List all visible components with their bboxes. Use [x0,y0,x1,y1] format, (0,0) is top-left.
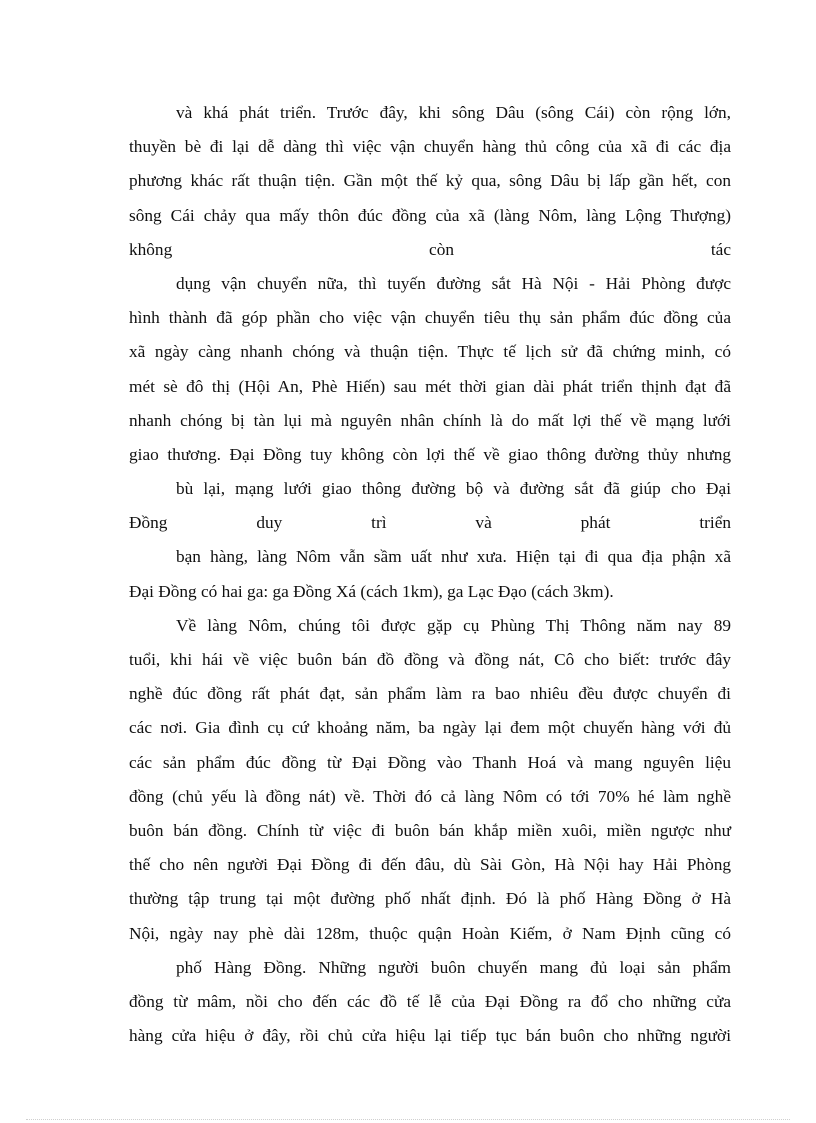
text-line: hình thành đã góp phần cho việc vận chuyển tiêu thụ sản phẩm đúc đồng của [129,308,731,328]
text-line: phố Hàng Đồng. Những người buôn chuyến mang đủ loại sản phẩm [176,957,731,977]
text-line: thường tập trung tại một đường phố nhất định. Đó là phố Hàng Đồng ở Hà [129,889,731,909]
text-line: giao thương. Đại Đồng tuy không còn lợi thế về giao thông đường thủy nhưng [129,444,731,464]
text-line: tuổi, khi hái về việc buôn bán đồ đồng và đồng nát, Cô cho biết: trước đây [129,650,731,669]
text-line: xã ngày càng nhanh chóng và thuận tiện. Thực tế lịch sử đã chứng minh, có [129,342,731,362]
body-text [129,96,731,1053]
text-line: không còn tác [129,239,731,259]
text-line: bù lại, mạng lưới giao thông đường bộ và đường sắt đã giúp cho Đại [176,479,731,499]
text-line: đồng từ mâm, nồi cho đến các đồ tế lễ của Đại Đồng ra đổ cho những cửa [129,991,731,1011]
text-line: mét sè đô thị (Hội An, Phè Hiến) sau mét thời gian dài phát triển thịnh đạt đã [129,376,731,396]
text-line: đồng (chủ yếu là đồng nát) về. Thời đó cả làng Nôm có tới 70% hé làm nghề [129,786,731,806]
text-line: hàng cửa hiệu ở đây, rồi chủ cửa hiệu lại tiếp tục bán buôn cho những người [129,1026,731,1046]
text-line: thế cho nên người Đại Đồng đi đến đâu, dù Sài Gòn, Hà Nội hay Hải Phòng [129,855,731,875]
text-line: bạn hàng, làng Nôm vẫn sầm uất như xưa. Hiện tại đi qua địa phận xã [176,547,731,567]
text-line: Về làng Nôm, chúng tôi được gặp cụ Phùng Thị Thông năm nay 89 [176,615,731,635]
text-line: và khá phát triển. Trước đây, khi sông Dâu (sông Cái) còn rộng lớn, [176,103,731,122]
text-line: Đồng duy trì và phát triển [129,513,731,533]
text-line: nhanh chóng bị tàn lụi mà nguyên nhân chính là do mất lợi thế về mạng lưới [129,410,731,430]
text-line: dụng vận chuyển nữa, thì tuyến đường sắt Hà Nội - Hải Phòng được [176,273,731,293]
text-line: phương khác rất thuận tiện. Gần một thế kỷ qua, sông Dâu bị lấp gần hết, con [129,171,731,191]
text-line: các nơi. Gia đình cụ cứ khoảng năm, ba ngày lại đem một chuyến hàng với đủ [129,718,731,738]
text-line: sông Cái chảy qua mấy thôn đúc đồng của xã (làng Nôm, làng Lộng Thượng) [129,205,731,225]
text-line: các sản phẩm đúc đồng từ Đại Đồng vào Thanh Hoá và mang nguyên liệu [129,752,731,772]
text-line: thuyền bè đi lại dễ dàng thì việc vận chuyển hàng thủ công của xã đi các địa [129,137,731,157]
text-line: Nội, ngày nay phè dài 128m, thuộc quận Hoàn Kiếm, ở Nam Định cũng có [129,923,731,943]
text-line: nghề đúc đồng rất phát đạt, sản phẩm làm ra bao nhiêu đều được chuyển đi [129,684,731,704]
page-bottom-rule [26,1119,790,1120]
text-line: Đại Đồng có hai ga: ga Đồng Xá (cách 1km), ga Lạc Đạo (cách 3km). [129,581,614,601]
text-line: buôn bán đồng. Chính từ việc đi buôn bán khắp miền xuôi, miền ngược như [129,820,731,840]
